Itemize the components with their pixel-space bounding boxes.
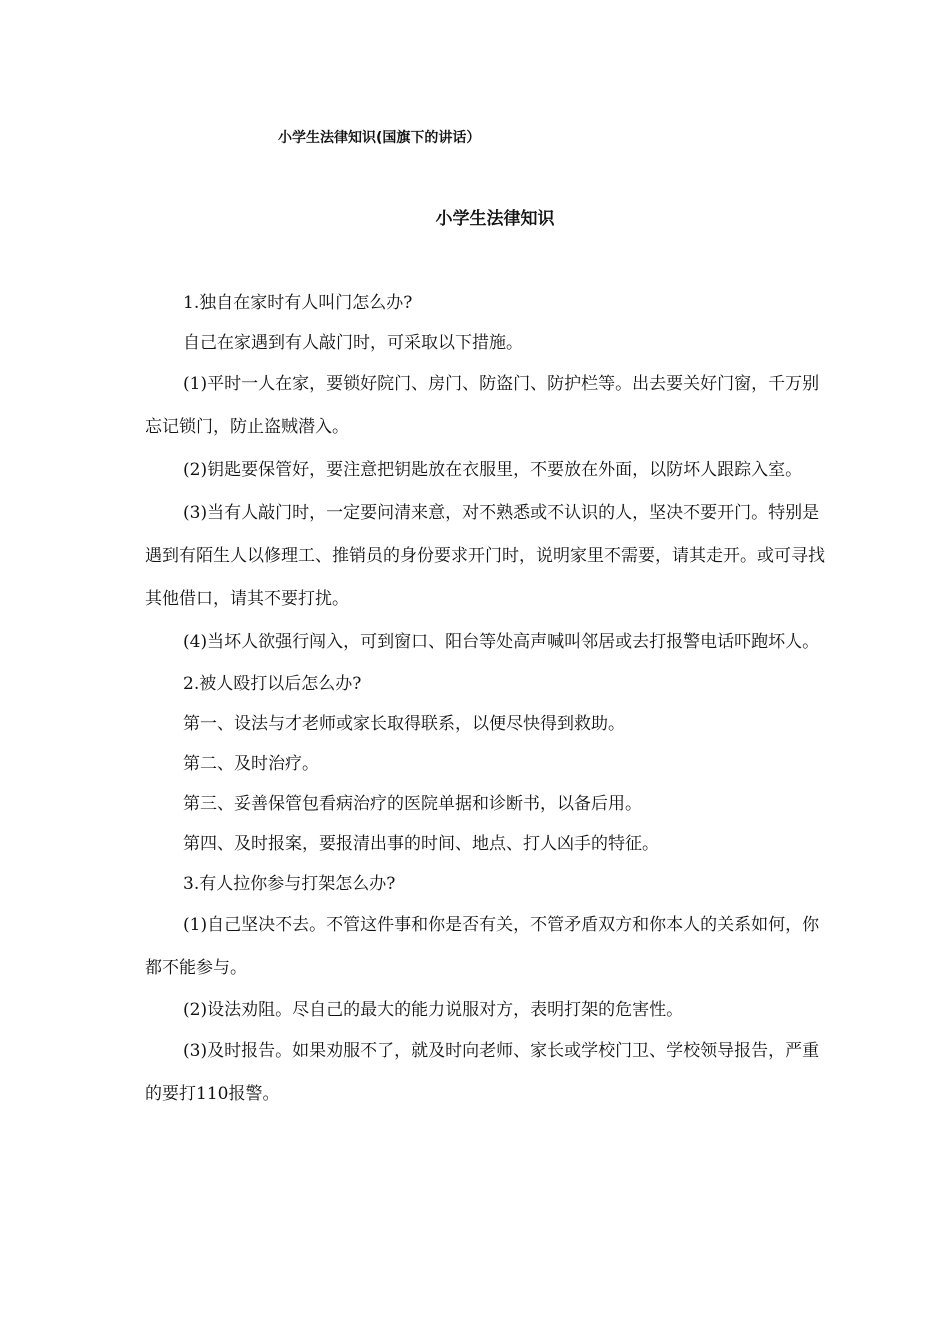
list-item: (2)设法劝阻。尽自己的最大的能力说服对方，表明打架的危害性。	[183, 1000, 684, 1020]
document-title: 小学生法律知识	[435, 209, 555, 229]
question-heading: 1.独自在家时有人叫门怎么办?	[183, 293, 413, 313]
list-item: (2)钥匙要保管好，要注意把钥匙放在衣服里，不要放在外面，以防坏人跟踪入室。	[183, 460, 803, 480]
paragraph: 第三、妥善保管包看病治疗的医院单据和诊断书，以备后用。	[183, 794, 642, 814]
list-item: (3)当有人敲门时，一定要问清来意，对不熟悉或不认识的人，坚决不要开门。特别是遇到有陌生人以修理工、推销员的身份要求开门时，说明家里不需要，请其走开。或可寻找其他借口，请其不要打扰。	[145, 503, 825, 609]
question-heading: 2.被人殴打以后怎么办?	[183, 674, 362, 694]
paragraph: 第四、及时报案，要报清出事的时间、地点、打人凶手的特征。	[183, 834, 659, 854]
paragraph: 第一、设法与才老师或家长取得联系，以便尽快得到救助。	[183, 714, 625, 734]
list-item: (1)自己坚决不去。不管这件事和你是否有关，不管矛盾双方和你本人的关系如何，你都不能参与。	[145, 915, 820, 978]
paragraph: 第二、及时治疗。	[183, 754, 319, 774]
list-item: (1)平时一人在家，要锁好院门、房门、防盗门、防护栏等。出去要关好门窗，千万别忘记锁门，防止盗贼潜入。	[145, 374, 820, 437]
list-item: (3)及时报告。如果劝服不了，就及时向老师、家长或学校门卫、学校领导报告，严重的要打110报警。	[145, 1041, 820, 1104]
question-heading: 3.有人拉你参与打架怎么办?	[183, 874, 396, 894]
paragraph: 自己在家遇到有人敲门时，可采取以下措施。	[183, 333, 523, 353]
list-item: (4)当坏人欲强行闯入，可到窗口、阳台等处高声喊叫邻居或去打报警电话吓跑坏人。	[183, 632, 820, 652]
document-body	[145, 283, 825, 1116]
page-header: 小学生法律知识(国旗下的讲话）	[278, 130, 481, 146]
